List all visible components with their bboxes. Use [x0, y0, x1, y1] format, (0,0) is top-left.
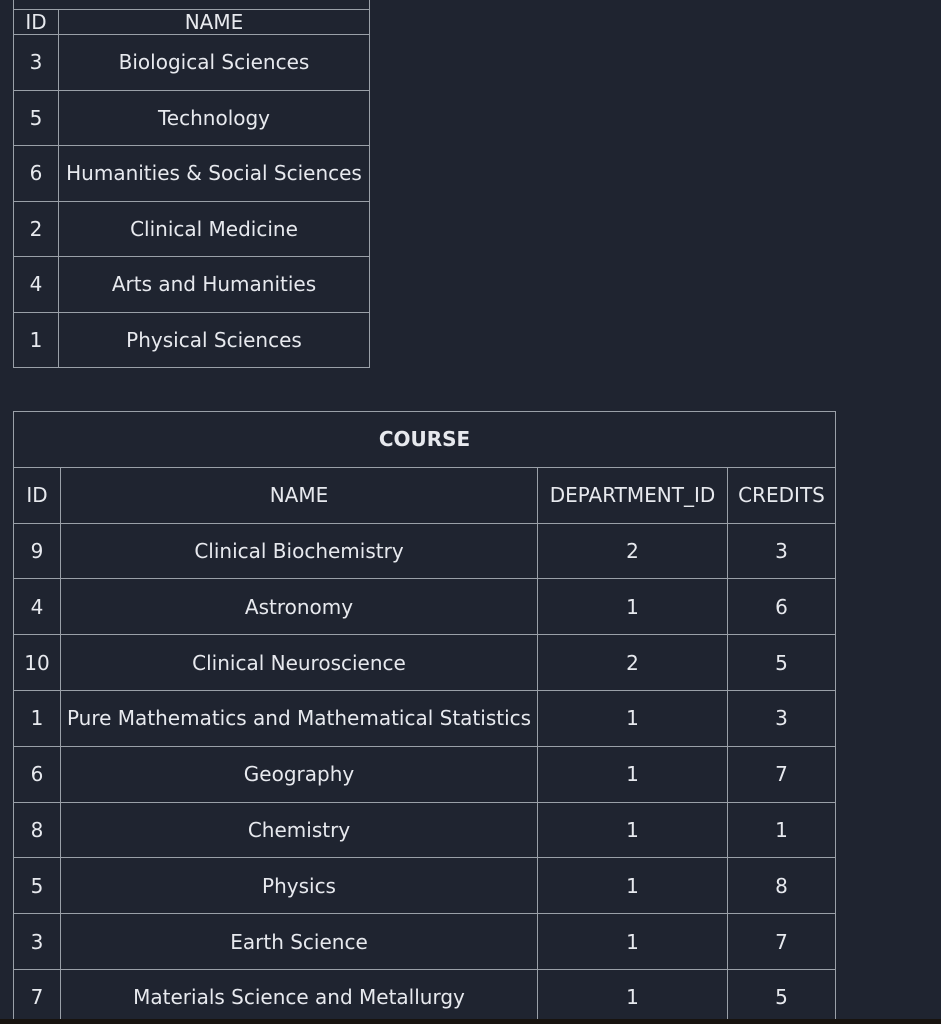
cell-credits: 5	[728, 635, 836, 691]
column-header-name: NAME	[59, 10, 370, 35]
cell-name: Astronomy	[61, 579, 538, 635]
cell-id: 4	[14, 579, 61, 635]
cell-name: Physical Sciences	[59, 312, 370, 368]
column-header-id: ID	[14, 10, 59, 35]
cell-name: Clinical Biochemistry	[61, 523, 538, 579]
table-row	[14, 802, 836, 858]
table-header-row	[14, 467, 836, 523]
cell-name: Clinical Medicine	[59, 201, 370, 257]
cell-department-id: 2	[538, 523, 728, 579]
cell-name: Clinical Neuroscience	[61, 635, 538, 691]
table-title: COURSE	[14, 412, 836, 468]
column-header-name: NAME	[61, 467, 538, 523]
cell-name: Physics	[61, 858, 538, 914]
cell-department-id: 1	[538, 802, 728, 858]
cell-name: Geography	[61, 746, 538, 802]
cell-id: 8	[14, 802, 61, 858]
cell-id: 10	[14, 635, 61, 691]
table-header-row	[14, 10, 370, 35]
cell-credits: 7	[728, 746, 836, 802]
cell-name: Arts and Humanities	[59, 257, 370, 313]
cell-name: Chemistry	[61, 802, 538, 858]
table-row	[14, 35, 370, 91]
table-row	[14, 969, 836, 1024]
cell-id: 6	[14, 746, 61, 802]
cell-id: 1	[14, 312, 59, 368]
table-row	[14, 257, 370, 313]
cell-credits: 6	[728, 579, 836, 635]
cell-department-id: 1	[538, 690, 728, 746]
cell-name: Humanities & Social Sciences	[59, 146, 370, 202]
table-title-strip	[14, 0, 370, 10]
table-row	[14, 746, 836, 802]
cell-id: 4	[14, 257, 59, 313]
table-row	[14, 312, 370, 368]
cell-department-id: 1	[538, 746, 728, 802]
cell-credits: 5	[728, 969, 836, 1024]
table-row	[14, 858, 836, 914]
cell-credits: 3	[728, 690, 836, 746]
cell-department-id: 1	[538, 969, 728, 1024]
cell-name: Biological Sciences	[59, 35, 370, 91]
cell-credits: 8	[728, 858, 836, 914]
cell-name: Pure Mathematics and Mathematical Statistics	[61, 690, 538, 746]
cell-credits: 3	[728, 523, 836, 579]
cell-department-id: 1	[538, 858, 728, 914]
cell-id: 1	[14, 690, 61, 746]
cell-id: 3	[14, 35, 59, 91]
course-table	[13, 411, 836, 1024]
column-header-id: ID	[14, 467, 61, 523]
column-header-department-id: DEPARTMENT_ID	[538, 467, 728, 523]
cell-id: 7	[14, 969, 61, 1024]
cell-id: 9	[14, 523, 61, 579]
cell-department-id: 1	[538, 914, 728, 970]
cell-name: Materials Science and Metallurgy	[61, 969, 538, 1024]
table-title-row	[14, 412, 836, 468]
cell-id: 6	[14, 146, 59, 202]
cell-name: Technology	[59, 90, 370, 146]
department-table	[13, 0, 370, 368]
cell-id: 3	[14, 914, 61, 970]
cell-id: 5	[14, 90, 59, 146]
table-row	[14, 201, 370, 257]
table-row	[14, 90, 370, 146]
table-row	[14, 523, 836, 579]
table-row	[14, 914, 836, 970]
cell-credits: 1	[728, 802, 836, 858]
cell-id: 5	[14, 858, 61, 914]
column-header-credits: CREDITS	[728, 467, 836, 523]
cell-department-id: 1	[538, 579, 728, 635]
cell-credits: 7	[728, 914, 836, 970]
cell-name: Earth Science	[61, 914, 538, 970]
table-row	[14, 690, 836, 746]
cell-id: 2	[14, 201, 59, 257]
table-row	[14, 146, 370, 202]
cell-department-id: 2	[538, 635, 728, 691]
table-row	[14, 579, 836, 635]
bottom-edge-bar	[0, 1019, 941, 1024]
table-row	[14, 635, 836, 691]
